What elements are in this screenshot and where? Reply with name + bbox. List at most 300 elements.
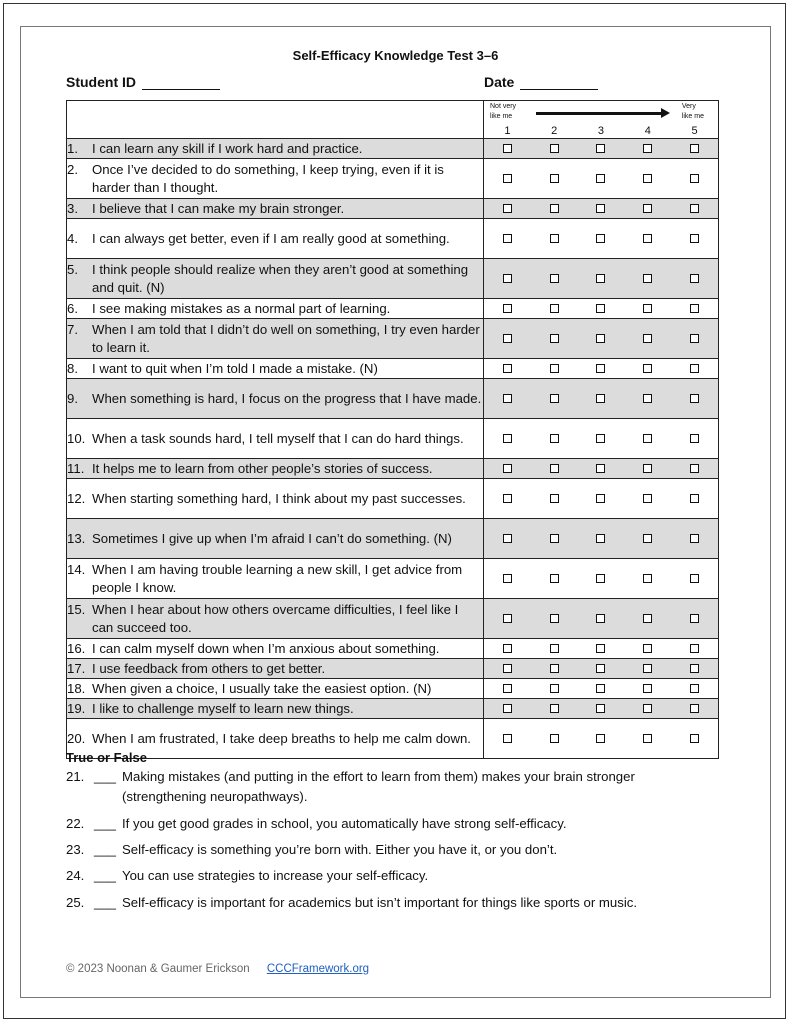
rating-checkbox-2[interactable] bbox=[550, 144, 559, 153]
rating-options bbox=[484, 319, 719, 359]
rating-checkbox-4[interactable] bbox=[643, 734, 652, 743]
rating-option bbox=[484, 701, 531, 716]
copyright-text: © 2023 Noonan & Gaumer Erickson bbox=[66, 963, 250, 975]
rating-checkbox-5[interactable] bbox=[690, 334, 699, 343]
rating-option bbox=[484, 201, 531, 216]
rating-checkbox-4[interactable] bbox=[643, 334, 652, 343]
rating-option bbox=[624, 141, 671, 156]
rating-checkbox-2[interactable] bbox=[550, 364, 559, 373]
rating-option bbox=[484, 461, 531, 476]
rating-option bbox=[671, 731, 718, 746]
rating-checkbox-2[interactable] bbox=[550, 684, 559, 693]
rating-checkbox-1[interactable] bbox=[503, 574, 512, 583]
item-number: 20. bbox=[67, 730, 86, 746]
rating-checkbox-3[interactable] bbox=[596, 734, 605, 743]
survey-item-statement bbox=[67, 139, 484, 159]
rating-option bbox=[531, 231, 578, 246]
survey-item-row bbox=[67, 639, 719, 659]
rating-checkbox-5[interactable] bbox=[690, 174, 699, 183]
rating-option bbox=[578, 531, 625, 546]
rating-option bbox=[624, 331, 671, 346]
rating-options bbox=[484, 219, 719, 259]
rating-checkbox-2[interactable] bbox=[550, 204, 559, 213]
rating-checkbox-5[interactable] bbox=[690, 234, 699, 243]
rating-option bbox=[484, 391, 531, 406]
survey-item-row bbox=[67, 699, 719, 719]
survey-item-statement bbox=[67, 479, 484, 519]
rating-option bbox=[624, 531, 671, 546]
rating-options bbox=[484, 599, 719, 639]
rating-option bbox=[578, 331, 625, 346]
rating-checkbox-4[interactable] bbox=[643, 394, 652, 403]
scale-header-row bbox=[67, 101, 719, 139]
rating-checkbox-4[interactable] bbox=[643, 464, 652, 473]
rating-checkbox-1[interactable] bbox=[503, 234, 512, 243]
rating-option bbox=[531, 271, 578, 286]
rating-checkbox-1[interactable] bbox=[503, 174, 512, 183]
rating-option bbox=[578, 571, 625, 586]
rating-checkbox-4[interactable] bbox=[643, 364, 652, 373]
survey-item-statement bbox=[67, 159, 484, 199]
rating-checkbox-3[interactable] bbox=[596, 574, 605, 583]
survey-item-row bbox=[67, 559, 719, 599]
page-title: Self-Efficacy Knowledge Test 3–6 bbox=[292, 48, 499, 63]
rating-checkbox-2[interactable] bbox=[550, 304, 559, 313]
item-text: Sometimes I give up when I’m afraid I can’t do something. (N) bbox=[92, 530, 452, 546]
item-text: It helps me to learn from other people’s stories of success. bbox=[92, 460, 433, 476]
rating-checkbox-3[interactable] bbox=[596, 664, 605, 673]
rating-option bbox=[578, 301, 625, 316]
rating-options bbox=[484, 419, 719, 459]
rating-checkbox-2[interactable] bbox=[550, 494, 559, 503]
rating-checkbox-3[interactable] bbox=[596, 644, 605, 653]
rating-option bbox=[624, 681, 671, 696]
rating-options bbox=[484, 479, 719, 519]
rating-option bbox=[578, 271, 625, 286]
item-text: When something is hard, I focus on the progress that I have made. bbox=[92, 390, 482, 406]
rating-checkbox-5[interactable] bbox=[690, 644, 699, 653]
rating-option bbox=[671, 701, 718, 716]
rating-checkbox-2[interactable] bbox=[550, 614, 559, 623]
item-text: When starting something hard, I think about my past successes. bbox=[92, 490, 466, 506]
tf-answer-blank[interactable]: ___ bbox=[94, 895, 117, 910]
rating-option bbox=[624, 201, 671, 216]
cccframework-link[interactable]: CCCFramework.org bbox=[266, 963, 370, 975]
rating-option bbox=[531, 331, 578, 346]
item-number: 1. bbox=[67, 140, 78, 156]
item-number: 15. bbox=[67, 601, 86, 617]
item-text: When I hear about how others overcame difficulties, I feel like I can succeed too. bbox=[92, 601, 459, 635]
rating-option bbox=[531, 531, 578, 546]
rating-checkbox-3[interactable] bbox=[596, 204, 605, 213]
rating-checkbox-5[interactable] bbox=[690, 664, 699, 673]
rating-checkbox-2[interactable] bbox=[550, 644, 559, 653]
rating-checkbox-3[interactable] bbox=[596, 364, 605, 373]
rating-option bbox=[531, 461, 578, 476]
rating-option bbox=[578, 701, 625, 716]
rating-option bbox=[531, 681, 578, 696]
rating-option bbox=[484, 141, 531, 156]
rating-option bbox=[531, 661, 578, 676]
rating-option bbox=[531, 611, 578, 626]
item-number: 13. bbox=[67, 530, 86, 546]
tf-answer-blank[interactable]: ___ bbox=[94, 842, 117, 857]
rating-checkbox-2[interactable] bbox=[550, 174, 559, 183]
rating-checkbox-1[interactable] bbox=[503, 614, 512, 623]
rating-checkbox-4[interactable] bbox=[643, 534, 652, 543]
rating-checkbox-3[interactable] bbox=[596, 394, 605, 403]
scale-high-label-line1: Very bbox=[681, 103, 696, 110]
survey-item-statement bbox=[67, 299, 484, 319]
item-number: 3. bbox=[67, 200, 78, 216]
rating-option bbox=[578, 661, 625, 676]
date-field bbox=[484, 74, 598, 90]
rating-checkbox-5[interactable] bbox=[690, 534, 699, 543]
rating-checkbox-5[interactable] bbox=[690, 494, 699, 503]
rating-checkbox-5[interactable] bbox=[690, 364, 699, 373]
rating-checkbox-5[interactable] bbox=[690, 394, 699, 403]
student-id-blank[interactable] bbox=[142, 75, 220, 90]
rating-checkbox-3[interactable] bbox=[596, 464, 605, 473]
rating-option bbox=[671, 331, 718, 346]
rating-checkbox-2[interactable] bbox=[550, 334, 559, 343]
rating-options bbox=[484, 199, 719, 219]
rating-checkbox-3[interactable] bbox=[596, 304, 605, 313]
rating-option bbox=[578, 141, 625, 156]
rating-option bbox=[484, 681, 531, 696]
rating-checkbox-1[interactable] bbox=[503, 464, 512, 473]
rating-checkbox-3[interactable] bbox=[596, 274, 605, 283]
rating-option bbox=[624, 271, 671, 286]
item-number: 6. bbox=[67, 300, 78, 316]
rating-option bbox=[578, 361, 625, 376]
tf-item-number: 23. bbox=[66, 842, 85, 857]
survey-item-statement bbox=[67, 599, 484, 639]
rating-option bbox=[484, 171, 531, 186]
rating-options bbox=[484, 679, 719, 699]
rating-option bbox=[671, 431, 718, 446]
rating-checkbox-2[interactable] bbox=[550, 234, 559, 243]
true-false-item bbox=[66, 767, 706, 807]
rating-checkbox-4[interactable] bbox=[643, 304, 652, 313]
rating-options bbox=[484, 699, 719, 719]
survey-item-row bbox=[67, 719, 719, 759]
item-text: When given a choice, I usually take the easiest option. (N) bbox=[92, 680, 432, 696]
rating-checkbox-5[interactable] bbox=[690, 614, 699, 623]
rating-option bbox=[578, 391, 625, 406]
rating-checkbox-3[interactable] bbox=[596, 144, 605, 153]
survey-item-row bbox=[67, 219, 719, 259]
rating-option bbox=[624, 731, 671, 746]
rating-checkbox-3[interactable] bbox=[596, 704, 605, 713]
rating-option bbox=[671, 531, 718, 546]
rating-checkbox-3[interactable] bbox=[596, 174, 605, 183]
tf-item-text: You can use strategies to increase your self-efficacy. bbox=[122, 868, 429, 883]
rating-option bbox=[484, 641, 531, 656]
rating-checkbox-1[interactable] bbox=[503, 494, 512, 503]
rating-checkbox-5[interactable] bbox=[690, 684, 699, 693]
rating-options bbox=[484, 559, 719, 599]
rating-checkbox-1[interactable] bbox=[503, 394, 512, 403]
footer bbox=[66, 963, 369, 975]
rating-checkbox-3[interactable] bbox=[596, 234, 605, 243]
rating-checkbox-1[interactable] bbox=[503, 684, 512, 693]
rating-checkbox-1[interactable] bbox=[503, 204, 512, 213]
rating-checkbox-2[interactable] bbox=[550, 534, 559, 543]
scale-arrow bbox=[536, 112, 663, 115]
item-text: I can calm myself down when I’m anxious about something. bbox=[92, 640, 440, 656]
survey-item-row bbox=[67, 319, 719, 359]
rating-options bbox=[484, 159, 719, 199]
rating-checkbox-2[interactable] bbox=[550, 704, 559, 713]
item-number: 9. bbox=[67, 390, 78, 406]
rating-checkbox-4[interactable] bbox=[643, 614, 652, 623]
rating-option bbox=[484, 331, 531, 346]
rating-checkbox-4[interactable] bbox=[643, 204, 652, 213]
item-text: I think people should realize when they aren’t good at something and quit. (N) bbox=[92, 261, 469, 295]
rating-checkbox-5[interactable] bbox=[690, 434, 699, 443]
rating-option bbox=[671, 361, 718, 376]
rating-option bbox=[484, 571, 531, 586]
tf-item-number: 22. bbox=[66, 816, 85, 831]
rating-checkbox-3[interactable] bbox=[596, 334, 605, 343]
rating-checkbox-2[interactable] bbox=[550, 274, 559, 283]
survey-item-statement bbox=[67, 559, 484, 599]
rating-checkbox-1[interactable] bbox=[503, 664, 512, 673]
rating-checkbox-4[interactable] bbox=[643, 644, 652, 653]
rating-option bbox=[671, 171, 718, 186]
rating-option bbox=[671, 611, 718, 626]
rating-option bbox=[531, 431, 578, 446]
item-number: 18. bbox=[67, 680, 86, 696]
rating-option bbox=[484, 491, 531, 506]
rating-checkbox-5[interactable] bbox=[690, 144, 699, 153]
rating-option bbox=[484, 301, 531, 316]
rating-option bbox=[671, 201, 718, 216]
rating-option bbox=[578, 641, 625, 656]
rating-checkbox-5[interactable] bbox=[690, 574, 699, 583]
rating-option bbox=[671, 141, 718, 156]
tf-answer-blank[interactable]: ___ bbox=[94, 769, 117, 784]
tf-item-number: 21. bbox=[66, 769, 85, 784]
scale-high-label-line2: like me bbox=[681, 113, 704, 120]
rating-option bbox=[671, 461, 718, 476]
scale-point-3: 3 bbox=[597, 125, 605, 137]
rating-option bbox=[484, 611, 531, 626]
item-text: I see making mistakes as a normal part of learning. bbox=[92, 300, 391, 316]
rating-checkbox-1[interactable] bbox=[503, 304, 512, 313]
tf-item-number: 24. bbox=[66, 868, 85, 883]
item-number: 16. bbox=[67, 640, 86, 656]
rating-checkbox-2[interactable] bbox=[550, 434, 559, 443]
rating-option bbox=[624, 431, 671, 446]
item-number: 11. bbox=[67, 460, 85, 476]
rating-option bbox=[578, 201, 625, 216]
rating-checkbox-1[interactable] bbox=[503, 704, 512, 713]
rating-checkbox-4[interactable] bbox=[643, 494, 652, 503]
rating-checkbox-1[interactable] bbox=[503, 334, 512, 343]
rating-option bbox=[531, 201, 578, 216]
rating-checkbox-2[interactable] bbox=[550, 574, 559, 583]
scale-point-2: 2 bbox=[551, 125, 558, 137]
rating-checkbox-5[interactable] bbox=[690, 704, 699, 713]
rating-checkbox-1[interactable] bbox=[503, 534, 512, 543]
scale-low-label bbox=[490, 102, 516, 122]
rating-option bbox=[624, 571, 671, 586]
survey-item-row bbox=[67, 379, 719, 419]
rating-checkbox-5[interactable] bbox=[690, 304, 699, 313]
rating-checkbox-4[interactable] bbox=[643, 144, 652, 153]
rating-option bbox=[578, 231, 625, 246]
rating-options bbox=[484, 659, 719, 679]
survey-item-row bbox=[67, 139, 719, 159]
rating-option bbox=[624, 661, 671, 676]
rating-checkbox-4[interactable] bbox=[643, 704, 652, 713]
rating-option bbox=[531, 731, 578, 746]
rating-checkbox-4[interactable] bbox=[643, 664, 652, 673]
rating-option bbox=[578, 461, 625, 476]
rating-option bbox=[671, 491, 718, 506]
survey-item-row bbox=[67, 259, 719, 299]
rating-option bbox=[578, 431, 625, 446]
rating-option bbox=[624, 491, 671, 506]
rating-option bbox=[624, 701, 671, 716]
survey-item-statement bbox=[67, 379, 484, 419]
item-text: When a task sounds hard, I tell myself that I can do hard things. bbox=[92, 430, 464, 446]
rating-checkbox-2[interactable] bbox=[550, 464, 559, 473]
rating-checkbox-3[interactable] bbox=[596, 614, 605, 623]
rating-option bbox=[484, 431, 531, 446]
survey-item-row bbox=[67, 359, 719, 379]
rating-checkbox-3[interactable] bbox=[596, 534, 605, 543]
rating-options bbox=[484, 259, 719, 299]
rating-checkbox-1[interactable] bbox=[503, 274, 512, 283]
survey-item-statement bbox=[67, 419, 484, 459]
survey-item-statement bbox=[67, 219, 484, 259]
rating-option bbox=[624, 461, 671, 476]
tf-item-number: 25. bbox=[66, 895, 85, 910]
rating-checkbox-3[interactable] bbox=[596, 684, 605, 693]
tf-item-text: If you get good grades in school, you automatically have strong self-efficacy. bbox=[122, 816, 567, 831]
rating-checkbox-5[interactable] bbox=[690, 734, 699, 743]
tf-answer-blank[interactable]: ___ bbox=[94, 816, 117, 831]
rating-option bbox=[531, 701, 578, 716]
survey-item-row bbox=[67, 419, 719, 459]
rating-checkbox-4[interactable] bbox=[643, 434, 652, 443]
date-label: Date bbox=[484, 74, 515, 90]
survey-item-row bbox=[67, 679, 719, 699]
survey-item-row bbox=[67, 519, 719, 559]
rating-checkbox-4[interactable] bbox=[643, 274, 652, 283]
rating-checkbox-1[interactable] bbox=[503, 644, 512, 653]
rating-checkbox-4[interactable] bbox=[643, 174, 652, 183]
tf-item-text: Self-efficacy is something you’re born with. Either you have it, or you don’t. bbox=[122, 842, 558, 857]
rating-checkbox-5[interactable] bbox=[690, 274, 699, 283]
survey-item-row bbox=[67, 479, 719, 519]
item-text: When I am having trouble learning a new skill, I get advice from people I know. bbox=[92, 561, 463, 595]
item-text: Once I’ve decided to do something, I keep trying, even if it is harder than I thought. bbox=[92, 161, 444, 195]
rating-option bbox=[671, 641, 718, 656]
item-text: I use feedback from others to get better. bbox=[92, 660, 326, 676]
scale-low-label-line2: like me bbox=[490, 113, 513, 120]
true-false-item bbox=[66, 893, 706, 913]
rating-checkbox-4[interactable] bbox=[643, 234, 652, 243]
rating-option bbox=[531, 491, 578, 506]
survey-item-statement bbox=[67, 359, 484, 379]
survey-item-statement bbox=[67, 319, 484, 359]
item-number: 14. bbox=[67, 561, 86, 577]
scale-numbers bbox=[484, 125, 718, 137]
rating-option bbox=[578, 681, 625, 696]
rating-checkbox-2[interactable] bbox=[550, 394, 559, 403]
item-number: 19. bbox=[67, 700, 86, 716]
rating-option bbox=[484, 731, 531, 746]
rating-option bbox=[671, 231, 718, 246]
scale-low-label-line1: Not very bbox=[490, 103, 517, 110]
date-blank[interactable] bbox=[520, 75, 598, 90]
scale-point-1: 1 bbox=[504, 125, 511, 137]
rating-option bbox=[624, 641, 671, 656]
rating-checkbox-4[interactable] bbox=[643, 684, 652, 693]
tf-answer-blank[interactable]: ___ bbox=[94, 868, 117, 883]
rating-checkbox-3[interactable] bbox=[596, 434, 605, 443]
survey-item-statement bbox=[67, 699, 484, 719]
item-number: 7. bbox=[67, 321, 78, 337]
rating-option bbox=[671, 571, 718, 586]
rating-option bbox=[484, 531, 531, 546]
item-text: I like to challenge myself to learn new things. bbox=[92, 700, 354, 716]
rating-option bbox=[671, 391, 718, 406]
survey-item-row bbox=[67, 459, 719, 479]
item-text: I want to quit when I’m told I made a mistake. (N) bbox=[92, 360, 378, 376]
survey-item-statement bbox=[67, 259, 484, 299]
scale-point-5: 5 bbox=[691, 125, 698, 137]
rating-option bbox=[671, 661, 718, 676]
item-number: 12. bbox=[67, 490, 86, 506]
rating-checkbox-1[interactable] bbox=[503, 144, 512, 153]
survey-item-statement bbox=[67, 459, 484, 479]
rating-option bbox=[624, 171, 671, 186]
rating-option bbox=[624, 231, 671, 246]
item-number: 17. bbox=[67, 660, 86, 676]
rating-option bbox=[671, 681, 718, 696]
tf-item-text: Self-efficacy is important for academics but isn’t important for things like sports or music. bbox=[122, 895, 638, 910]
rating-checkbox-4[interactable] bbox=[643, 574, 652, 583]
rating-option bbox=[531, 361, 578, 376]
rating-options bbox=[484, 519, 719, 559]
rating-checkbox-3[interactable] bbox=[596, 494, 605, 503]
survey-item-row bbox=[67, 199, 719, 219]
rating-checkbox-1[interactable] bbox=[503, 364, 512, 373]
rating-checkbox-2[interactable] bbox=[550, 734, 559, 743]
rating-checkbox-5[interactable] bbox=[690, 204, 699, 213]
rating-checkbox-1[interactable] bbox=[503, 734, 512, 743]
item-text: When I am frustrated, I take deep breaths to help me calm down. bbox=[92, 730, 471, 746]
survey-item-row bbox=[67, 299, 719, 319]
rating-checkbox-1[interactable] bbox=[503, 434, 512, 443]
rating-option bbox=[671, 271, 718, 286]
true-false-item bbox=[66, 840, 706, 860]
rating-option bbox=[624, 391, 671, 406]
rating-option bbox=[531, 391, 578, 406]
rating-option bbox=[531, 571, 578, 586]
rating-option bbox=[624, 301, 671, 316]
rating-checkbox-2[interactable] bbox=[550, 664, 559, 673]
rating-checkbox-5[interactable] bbox=[690, 464, 699, 473]
rating-option bbox=[484, 661, 531, 676]
rating-options bbox=[484, 299, 719, 319]
item-text: When I am told that I didn’t do well on something, I try even harder to learn it. bbox=[92, 321, 480, 355]
